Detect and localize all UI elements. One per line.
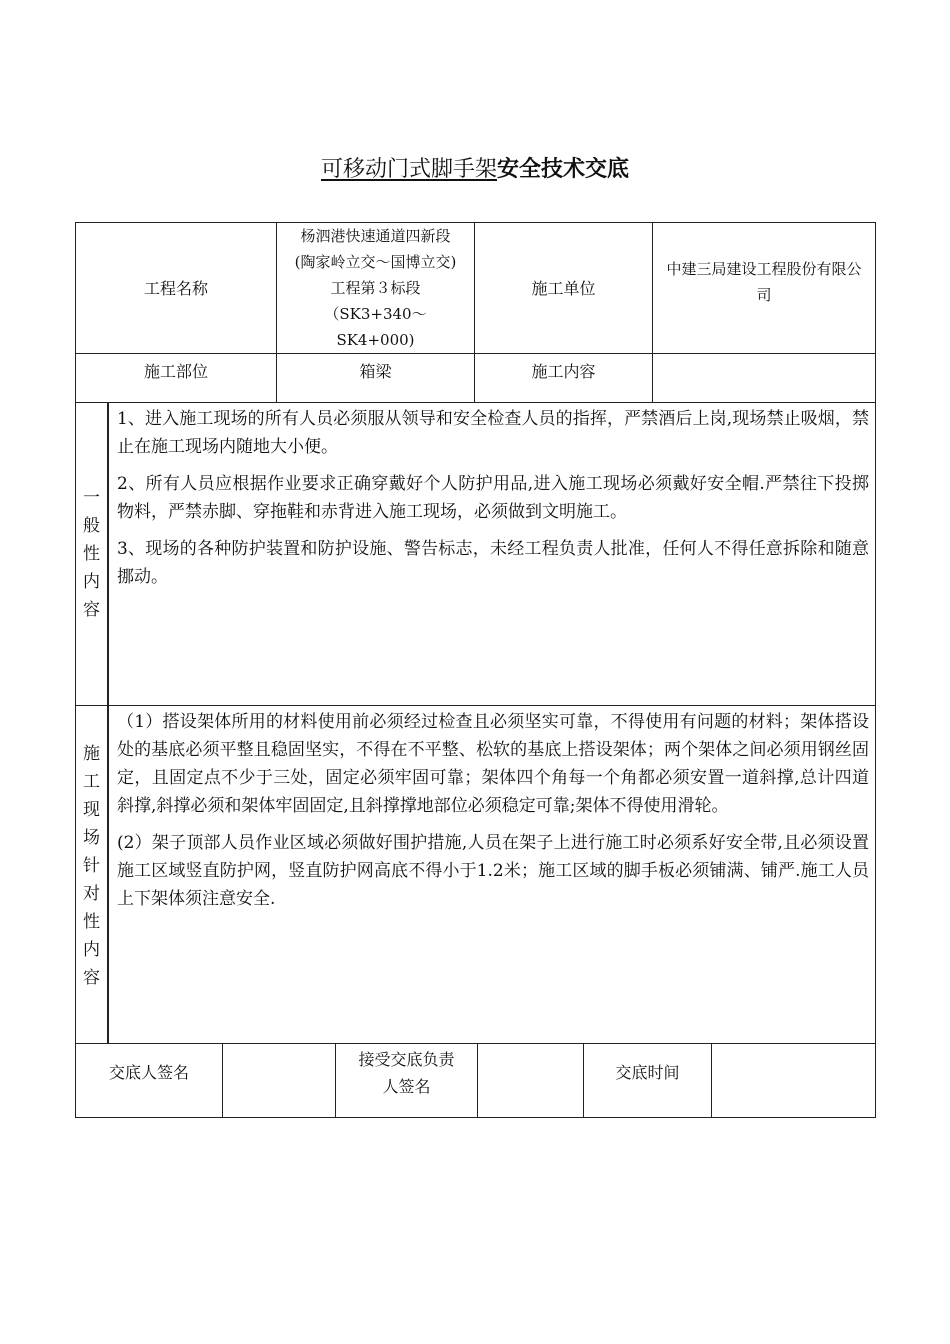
- site-specific-label: [76, 706, 109, 1044]
- site-specific-item: （1）搭设架体所用的材料使用前必须经过检查且必须坚实可靠，不得使用有问题的材料；架体搭设处的基底必须平整且稳固坚实，不得在不平整、松软的基底上搭设架体；两个架体之间必须用钢丝固定，且固定点不少于三处，固定必须牢固可靠；架体四个角每一个角都必须安置一道斜撑,总计四道斜撑,斜撑必须和架体牢固固定,且斜撑撑地部位必须稳定可靠;架体不得使用滑轮。: [117, 712, 869, 816]
- general-content-body: [109, 403, 876, 706]
- presenter-signature-label-text: 交底人签名: [108, 1063, 189, 1082]
- general-content-label-text: 一般性内容: [83, 488, 100, 620]
- general-item: 2、所有人员应根据作业要求正确穿戴好个人防护用品,进入施工现场必须戴好安全帽.严禁往下投掷物料，严禁赤脚、穿拖鞋和赤背进入施工现场，必须做到文明施工。: [117, 474, 869, 522]
- title-bold-part: 安全技术交底: [497, 157, 630, 182]
- briefing-time-label: [584, 1044, 712, 1118]
- briefing-time-field[interactable]: [712, 1044, 876, 1118]
- presenter-signature-label: [76, 1044, 223, 1118]
- safety-briefing-table: [75, 222, 876, 1118]
- receiver-signature-label: [336, 1044, 478, 1118]
- project-name-value-text: 杨泗港快速通道四新段(陶家岭立交～国博立交)工程第３标段（SK3+340～SK4+000): [294, 227, 457, 349]
- title-underlined-part: 可移动门式脚手架: [320, 157, 497, 182]
- site-specific-item: (2）架子顶部人员作业区域必须做好围护措施,人员在架子上进行施工时必须系好安全带,且必须设置施工区域竖直防护网，竖直防护网高底不得小于1.2米；施工区域的脚手板必须铺满、铺严.施工人员上下架体须注意安全.: [117, 833, 869, 909]
- general-item: 3、现场的各种防护装置和防护设施、警告标志，未经工程负责人批准，任何人不得任意拆除和随意挪动。: [117, 539, 869, 587]
- location-label-text: 施工部位: [143, 362, 208, 381]
- project-name-label: [76, 223, 277, 354]
- location-value: [277, 354, 475, 403]
- contractor-value-text: 中建三局建设工程股份有限公司: [666, 260, 862, 304]
- receiver-signature-field[interactable]: [478, 1044, 584, 1118]
- site-specific-label-text: 施工现场针对性内容: [83, 743, 100, 988]
- work-content-label: [475, 354, 653, 403]
- work-content-value: [653, 354, 876, 403]
- contractor-label: [475, 223, 653, 354]
- briefing-time-label-text: 交底时间: [615, 1063, 680, 1082]
- site-specific-body: [109, 706, 876, 1044]
- location-label: [76, 354, 277, 403]
- location-value-text: 箱梁: [359, 362, 392, 381]
- document-title: [0, 153, 950, 187]
- receiver-signature-label-text: 接受交底负责人签名: [358, 1049, 455, 1096]
- work-content-label-text: 施工内容: [531, 362, 596, 381]
- general-content-label: [76, 403, 109, 706]
- presenter-signature-field[interactable]: [223, 1044, 336, 1118]
- project-name-value: [277, 223, 475, 354]
- contractor-label-text: 施工单位: [531, 278, 596, 298]
- project-name-label-text: 工程名称: [143, 278, 208, 298]
- contractor-value: [653, 223, 876, 354]
- general-item: 1、进入施工现场的所有人员必须服从领导和安全检查人员的指挥，严禁酒后上岗,现场禁止吸烟，禁止在施工现场内随地大小便。: [117, 409, 869, 457]
